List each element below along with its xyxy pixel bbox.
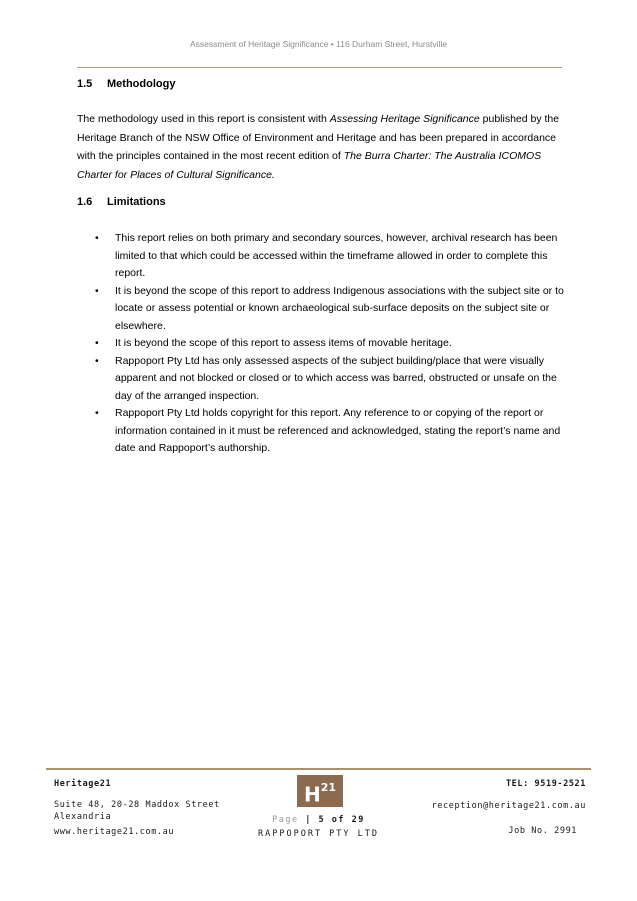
list-item [95, 353, 565, 406]
page-separator: | [305, 815, 312, 825]
list-item-text: Rappoport Pty Ltd holds copyright for this report. Any reference to or copying of the report or information contained in it must be referenced and acknowledged, stating the report’s name and date and Rappoport’s authorship. [115, 407, 561, 454]
footer-address-line: Alexandria [54, 812, 112, 822]
paragraph-text: The methodology used in this report is consistent with [77, 113, 330, 125]
bullet-icon: • [95, 284, 99, 297]
list-item-text: Rappoport Pty Ltd has only assessed aspects of the subject building/place that were visually apparent and not blocked or closed or to which access was barred, obstructed or unsafe on the day of the arranged inspection. [115, 354, 557, 402]
footer-telephone: TEL: 9519-2521 [505, 779, 586, 789]
methodology-paragraph [77, 110, 567, 184]
list-item-text: It is beyond the scope of this report to assess items of movable heritage. [115, 337, 452, 349]
footer-divider [46, 768, 591, 770]
footer-email: reception@heritage21.com.au [431, 801, 586, 811]
list-item [95, 405, 565, 458]
footer-address-line: Suite 48, 20-28 Maddox Street [54, 800, 220, 810]
footer-client-name: RAPPOPORT PTY LTD [258, 829, 379, 839]
list-item-text: This report relies on both primary and secondary sources, however, archival research has been limited to that which could be accessed within the timeframe allowed in order to complete this report. [115, 232, 558, 279]
list-item [95, 283, 565, 336]
bullet-icon: • [95, 407, 99, 419]
footer-company-name: Heritage21 [54, 779, 112, 789]
bullet-icon: • [95, 232, 99, 244]
section-title: Methodology [107, 78, 176, 90]
section-number: 1.5 [77, 78, 93, 90]
list-item [95, 230, 565, 283]
limitations-list [95, 230, 565, 458]
running-header: Assessment of Heritage Significance • 116 Durham Street, Hurstville [190, 39, 447, 49]
section-number: 1.6 [77, 196, 93, 208]
list-item [95, 335, 565, 353]
section-heading-limitations [77, 196, 166, 208]
bullet-icon: • [95, 354, 99, 367]
heritage21-logo: $H^{21}$ [297, 775, 343, 807]
page-label: Page [272, 815, 299, 825]
header-divider [77, 67, 562, 68]
bullet-icon: • [95, 337, 99, 349]
paragraph-italic-title: Assessing Heritage Significance [329, 113, 480, 125]
page-value: 5 of 29 [318, 815, 365, 825]
list-item-text: It is beyond the scope of this report to address Indigenous associations with the subject site or to locate or assess potential or known archaeological sub-surface deposits on the subject site or elsewhere. [115, 284, 564, 332]
section-heading-methodology [77, 78, 175, 90]
section-title: Limitations [107, 196, 166, 208]
footer-website: www.heritage21.com.au [54, 827, 175, 837]
paragraph-text: published by the Heritage Branch of the NSW Office of Environment and Heritage and has been prepared in accordance with the principles contained in the most recent edition of [77, 113, 560, 162]
footer-job-number: Job No. 2991 [508, 826, 577, 836]
paragraph-italic-title: The Burra Charter: The Australia ICOMOS Charter for Places of Cultural Significance. [77, 150, 542, 181]
page-number [0, 815, 637, 825]
